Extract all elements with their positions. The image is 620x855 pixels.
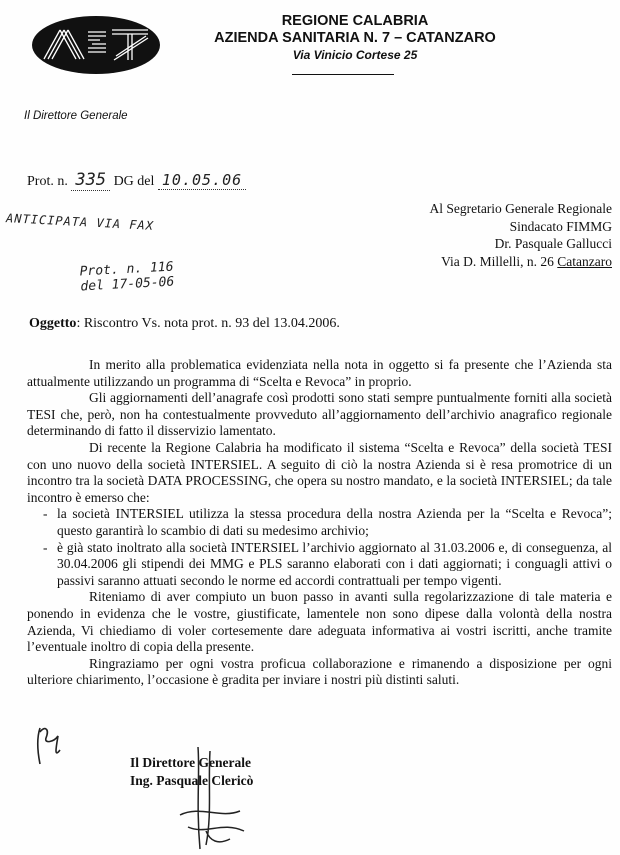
fax-note: ANTICIPATA VIA FAX (5, 211, 155, 233)
letterhead-region: REGIONE CALABRIA (281, 13, 429, 29)
recipient-city: Catanzaro (557, 253, 612, 269)
body-paragraph: Ringraziamo per ogni vostra proficua collaborazione e rimanendo a disposizione per ogni ulteriore chiarimento, l’occasione è gradita per inviare i nostri più distinti saluti. (27, 655, 612, 688)
handwritten-protocol-date: del 17-05-06 (80, 274, 175, 295)
recipient-block (429, 200, 612, 270)
body-paragraph: Di recente la Regione Calabria ha modificato il sistema “Scelta e Revoca” della società TESI con uno nuovo della società INTERSIEL. A seguito di ciò la nostra Azienda si è resa promotrice di un incontro tra la società DATA PROCESSING, che opera su nostro mandato, e la società INTERSIEL; da tale incontro è emerso che: (27, 439, 612, 505)
bullet-list (27, 506, 612, 589)
bullet-item: - la società INTERSIEL utilizza la stessa procedura della nostra Azienda per la “Scelta e Revoca”; questo garantirà lo scambio di dati su medesimo archivio; (27, 506, 612, 539)
handwritten-protocol-number: Prot. n. 116 (79, 259, 174, 280)
header-divider (292, 74, 394, 75)
recipient-line-2: Sindacato FIMMG (509, 218, 612, 234)
recipient-street: Via D. Millelli, n. 26 (441, 253, 554, 269)
recipient-line-1: Al Segretario Generale Regionale (429, 201, 612, 216)
protocol-line (27, 170, 246, 190)
bullet-item: - è già stato inoltrato alla società INTERSIEL l’archivio aggiornato al 31.03.2006 e, di conseguenza, al 30.04.2006 gli stipendi dei MMG e PLS saranno elaborati con i dati aggiornati; i conguagli attivi o passivi saranno attuati secondo le norme ed accordi contrattuali per tempo vigenti. (27, 540, 612, 590)
initials-mark-icon (34, 720, 70, 770)
body-paragraph: Riteniamo di aver compiuto un buon passo in avanti sulla regolarizzazione di tale materia e ponendo in evidenza che le vostre, giustificate, lamentele non sono dipese dalla volontà della nostra Azienda, Vi chiediamo di voler cortesemente dare adeguata informativa ai vostri iscritti, anche tramite l’eventuale inoltro di copia della presente. (27, 589, 612, 655)
subject-text: : Riscontro Vs. nota prot. n. 93 del 13.04.2006. (76, 316, 340, 331)
protocol-prefix: Prot. n. (27, 174, 68, 189)
signer-title: Il Direttore Generale (130, 755, 251, 770)
subject-label: Oggetto (29, 316, 77, 331)
protocol-dg: DG del (113, 174, 155, 189)
signer-name: Ing. Pasquale Clericò (130, 773, 254, 788)
handwritten-signature-icon (160, 745, 250, 853)
recipient-line-3: Dr. Pasquale Gallucci (494, 236, 612, 251)
subject-line (29, 316, 340, 332)
letterhead (180, 13, 530, 63)
protocol-number: 335 (71, 170, 110, 191)
body-paragraph: Gli aggiornamenti dell’anagrafe così prodotti sono stati sempre puntualmente forniti alla società TESI che, però, non ha contestualmente provveduto all’aggiornamento dell’archivio anagrafico regionale determinando di fatto il disservizio lamentato. (27, 390, 612, 439)
protocol-date: 10.05.06 (158, 171, 246, 190)
letterhead-agency: AZIENDA SANITARIA N. 7 – CATANZARO (214, 30, 496, 46)
letter-body (27, 357, 612, 689)
recipient-address (429, 253, 612, 271)
asl-logo-icon (30, 14, 162, 76)
sender-title: Il Direttore Generale (24, 110, 128, 122)
letterhead-address: Via Vinicio Cortese 25 (292, 48, 418, 62)
body-paragraph: In merito alla problematica evidenziata nella nota in oggetto si fa presente che l’Azienda sta attualmente utilizzando un programma di “Scelta e Revoca” in proprio. (27, 357, 612, 389)
handwritten-protocol (79, 260, 174, 295)
